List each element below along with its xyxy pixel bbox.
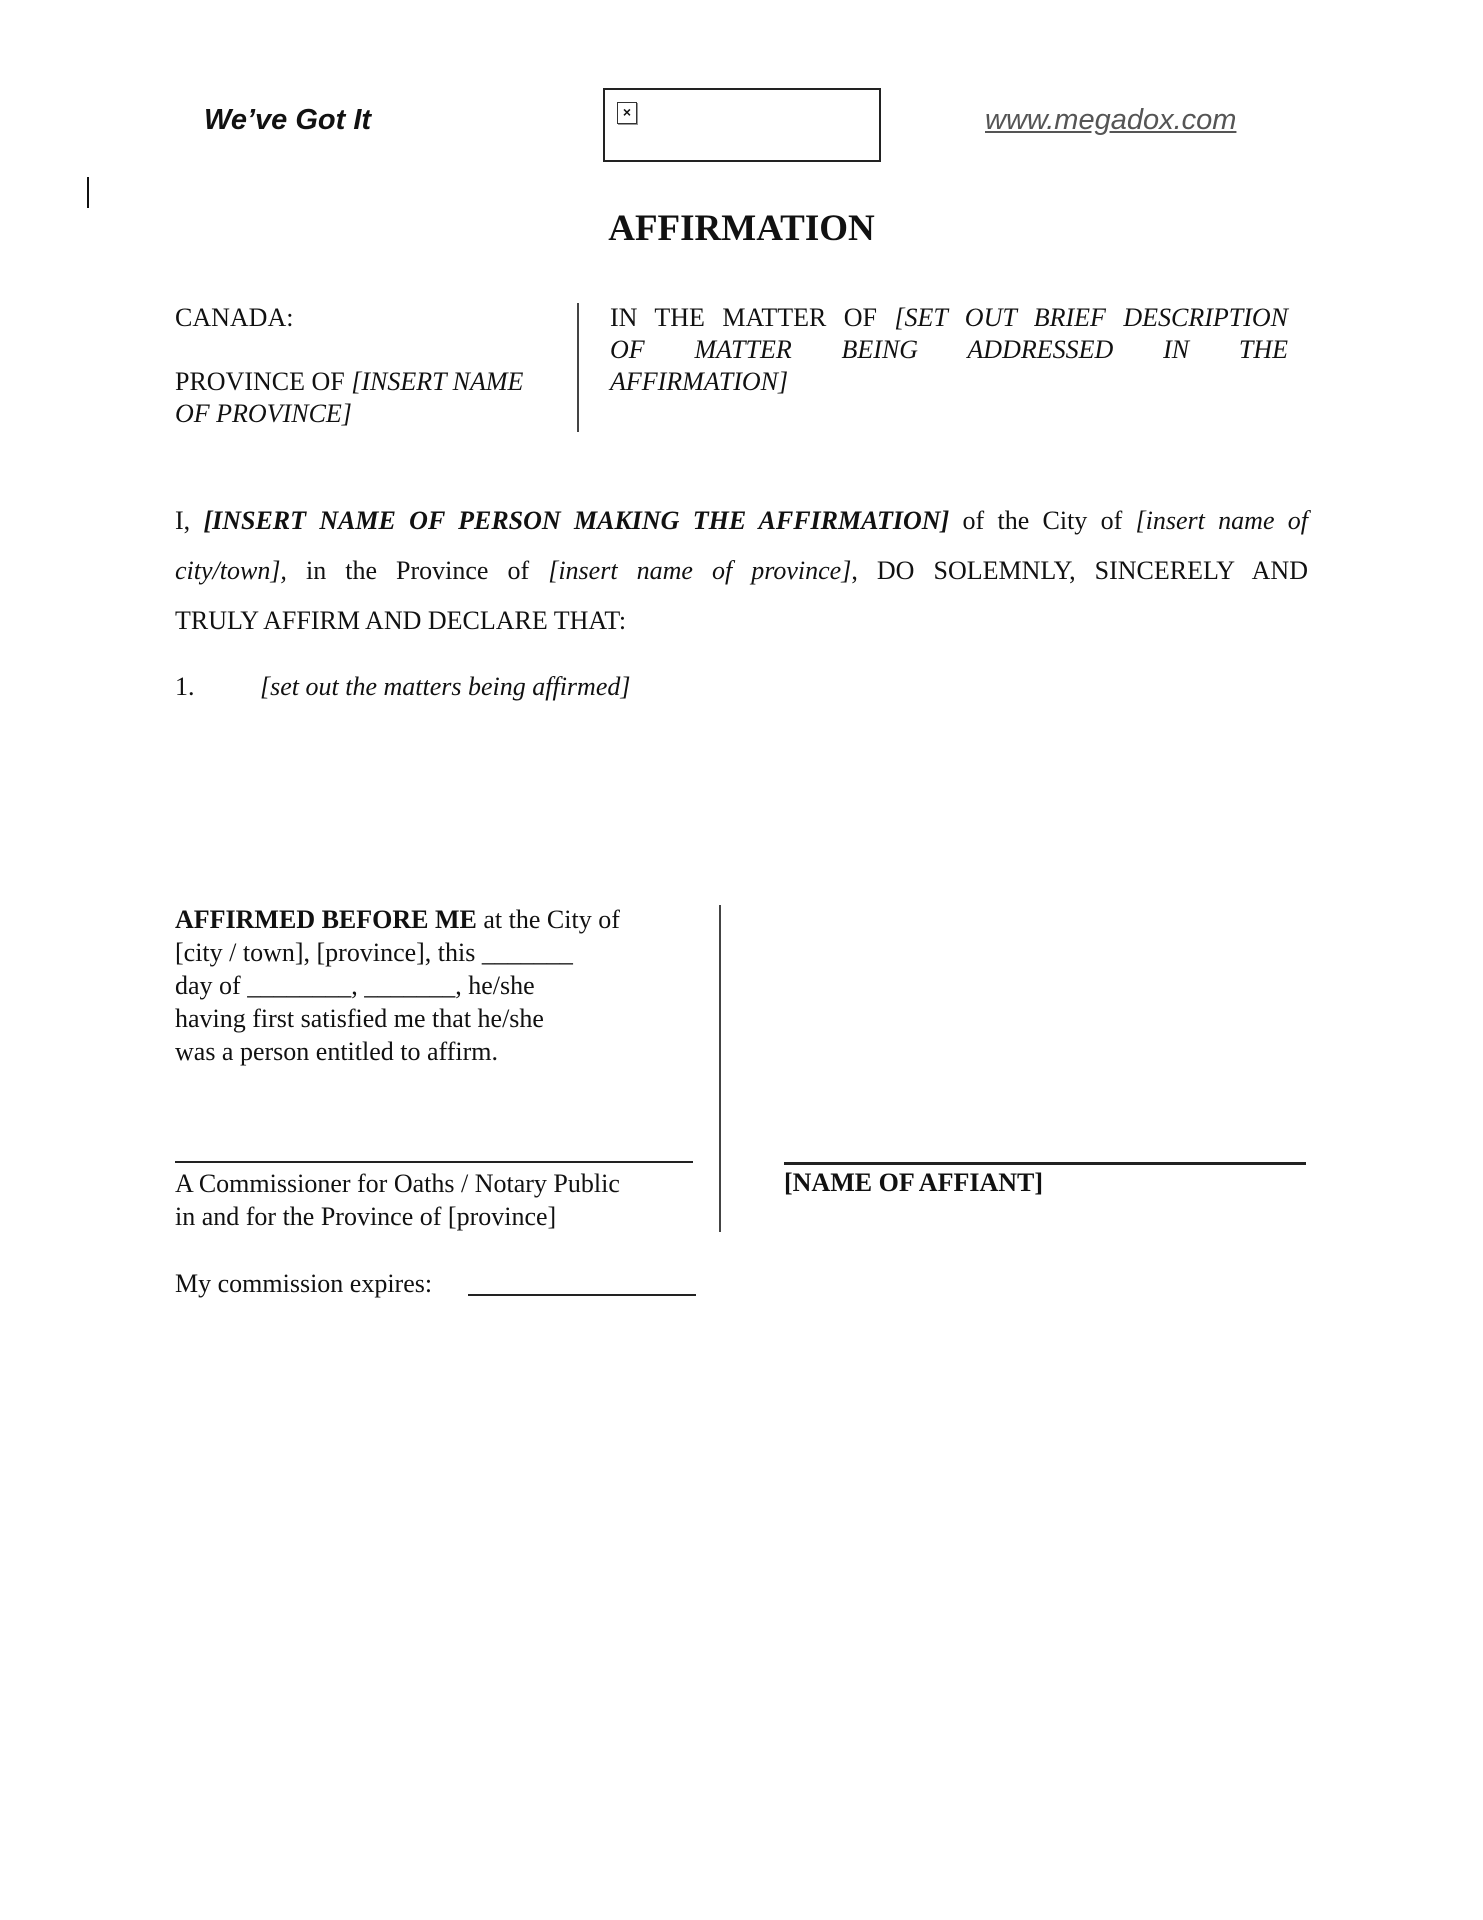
caption-divider <box>577 303 579 432</box>
province-placeholder-2: OF PROVINCE] <box>175 399 352 428</box>
signature-divider <box>719 905 721 1232</box>
logo-image-placeholder <box>603 88 881 162</box>
item-number: 1. <box>175 672 195 701</box>
commission-expires: My commission expires: <box>175 1269 433 1298</box>
province-field <box>175 366 575 430</box>
province-placeholder: [INSERT NAME <box>351 367 524 396</box>
affirmant-name-placeholder: [INSERT NAME OF PERSON MAKING THE AFFIRMATION] <box>203 506 950 535</box>
jurisdiction: CANADA: <box>175 303 294 332</box>
item-text: [set out the matters being affirmed] <box>260 672 631 701</box>
province-prefix: PROVINCE OF <box>175 367 352 396</box>
declaration-paragraph: I, [INSERT NAME OF PERSON MAKING THE AFFIRMATION] of the City of [insert name of city/town], in the Province of [insert name of province], DO SOLEMNLY, SINCERELY AND TRULY AFFIRM AND DECLARE THAT: <box>175 506 1309 635</box>
commission-expiry-line <box>468 1294 696 1296</box>
matter-description <box>610 302 1288 398</box>
tagline: We’ve Got It <box>204 104 372 136</box>
website-link[interactable]: www.megadox.com <box>985 104 1237 136</box>
matter-placeholder-3: AFFIRMATION] <box>610 367 789 396</box>
document-title: AFFIRMATION <box>608 208 875 249</box>
commissioner-signature-line <box>175 1161 693 1163</box>
affiant-signature-line <box>784 1162 1306 1165</box>
commissioner-title: A Commissioner for Oaths / Notary Public in and for the Province of [province] <box>175 1169 620 1231</box>
matter-placeholder-1: [SET OUT BRIEF DESCRIPTION <box>894 303 1288 332</box>
matter-prefix: IN THE MATTER OF <box>610 303 895 332</box>
text-cursor <box>87 177 89 208</box>
matter-placeholder-2: OF MATTER BEING ADDRESSED IN THE <box>610 335 1288 364</box>
affiant-name: [NAME OF AFFIANT] <box>784 1168 1044 1197</box>
jurat-text: AFFIRMED BEFORE ME at the City of [city / town], [province], this _______ day of ________, _______, he/she having first satisfied me that he/she was a person entitled to affirm. <box>175 905 620 1066</box>
broken-image-icon: × <box>617 102 637 124</box>
